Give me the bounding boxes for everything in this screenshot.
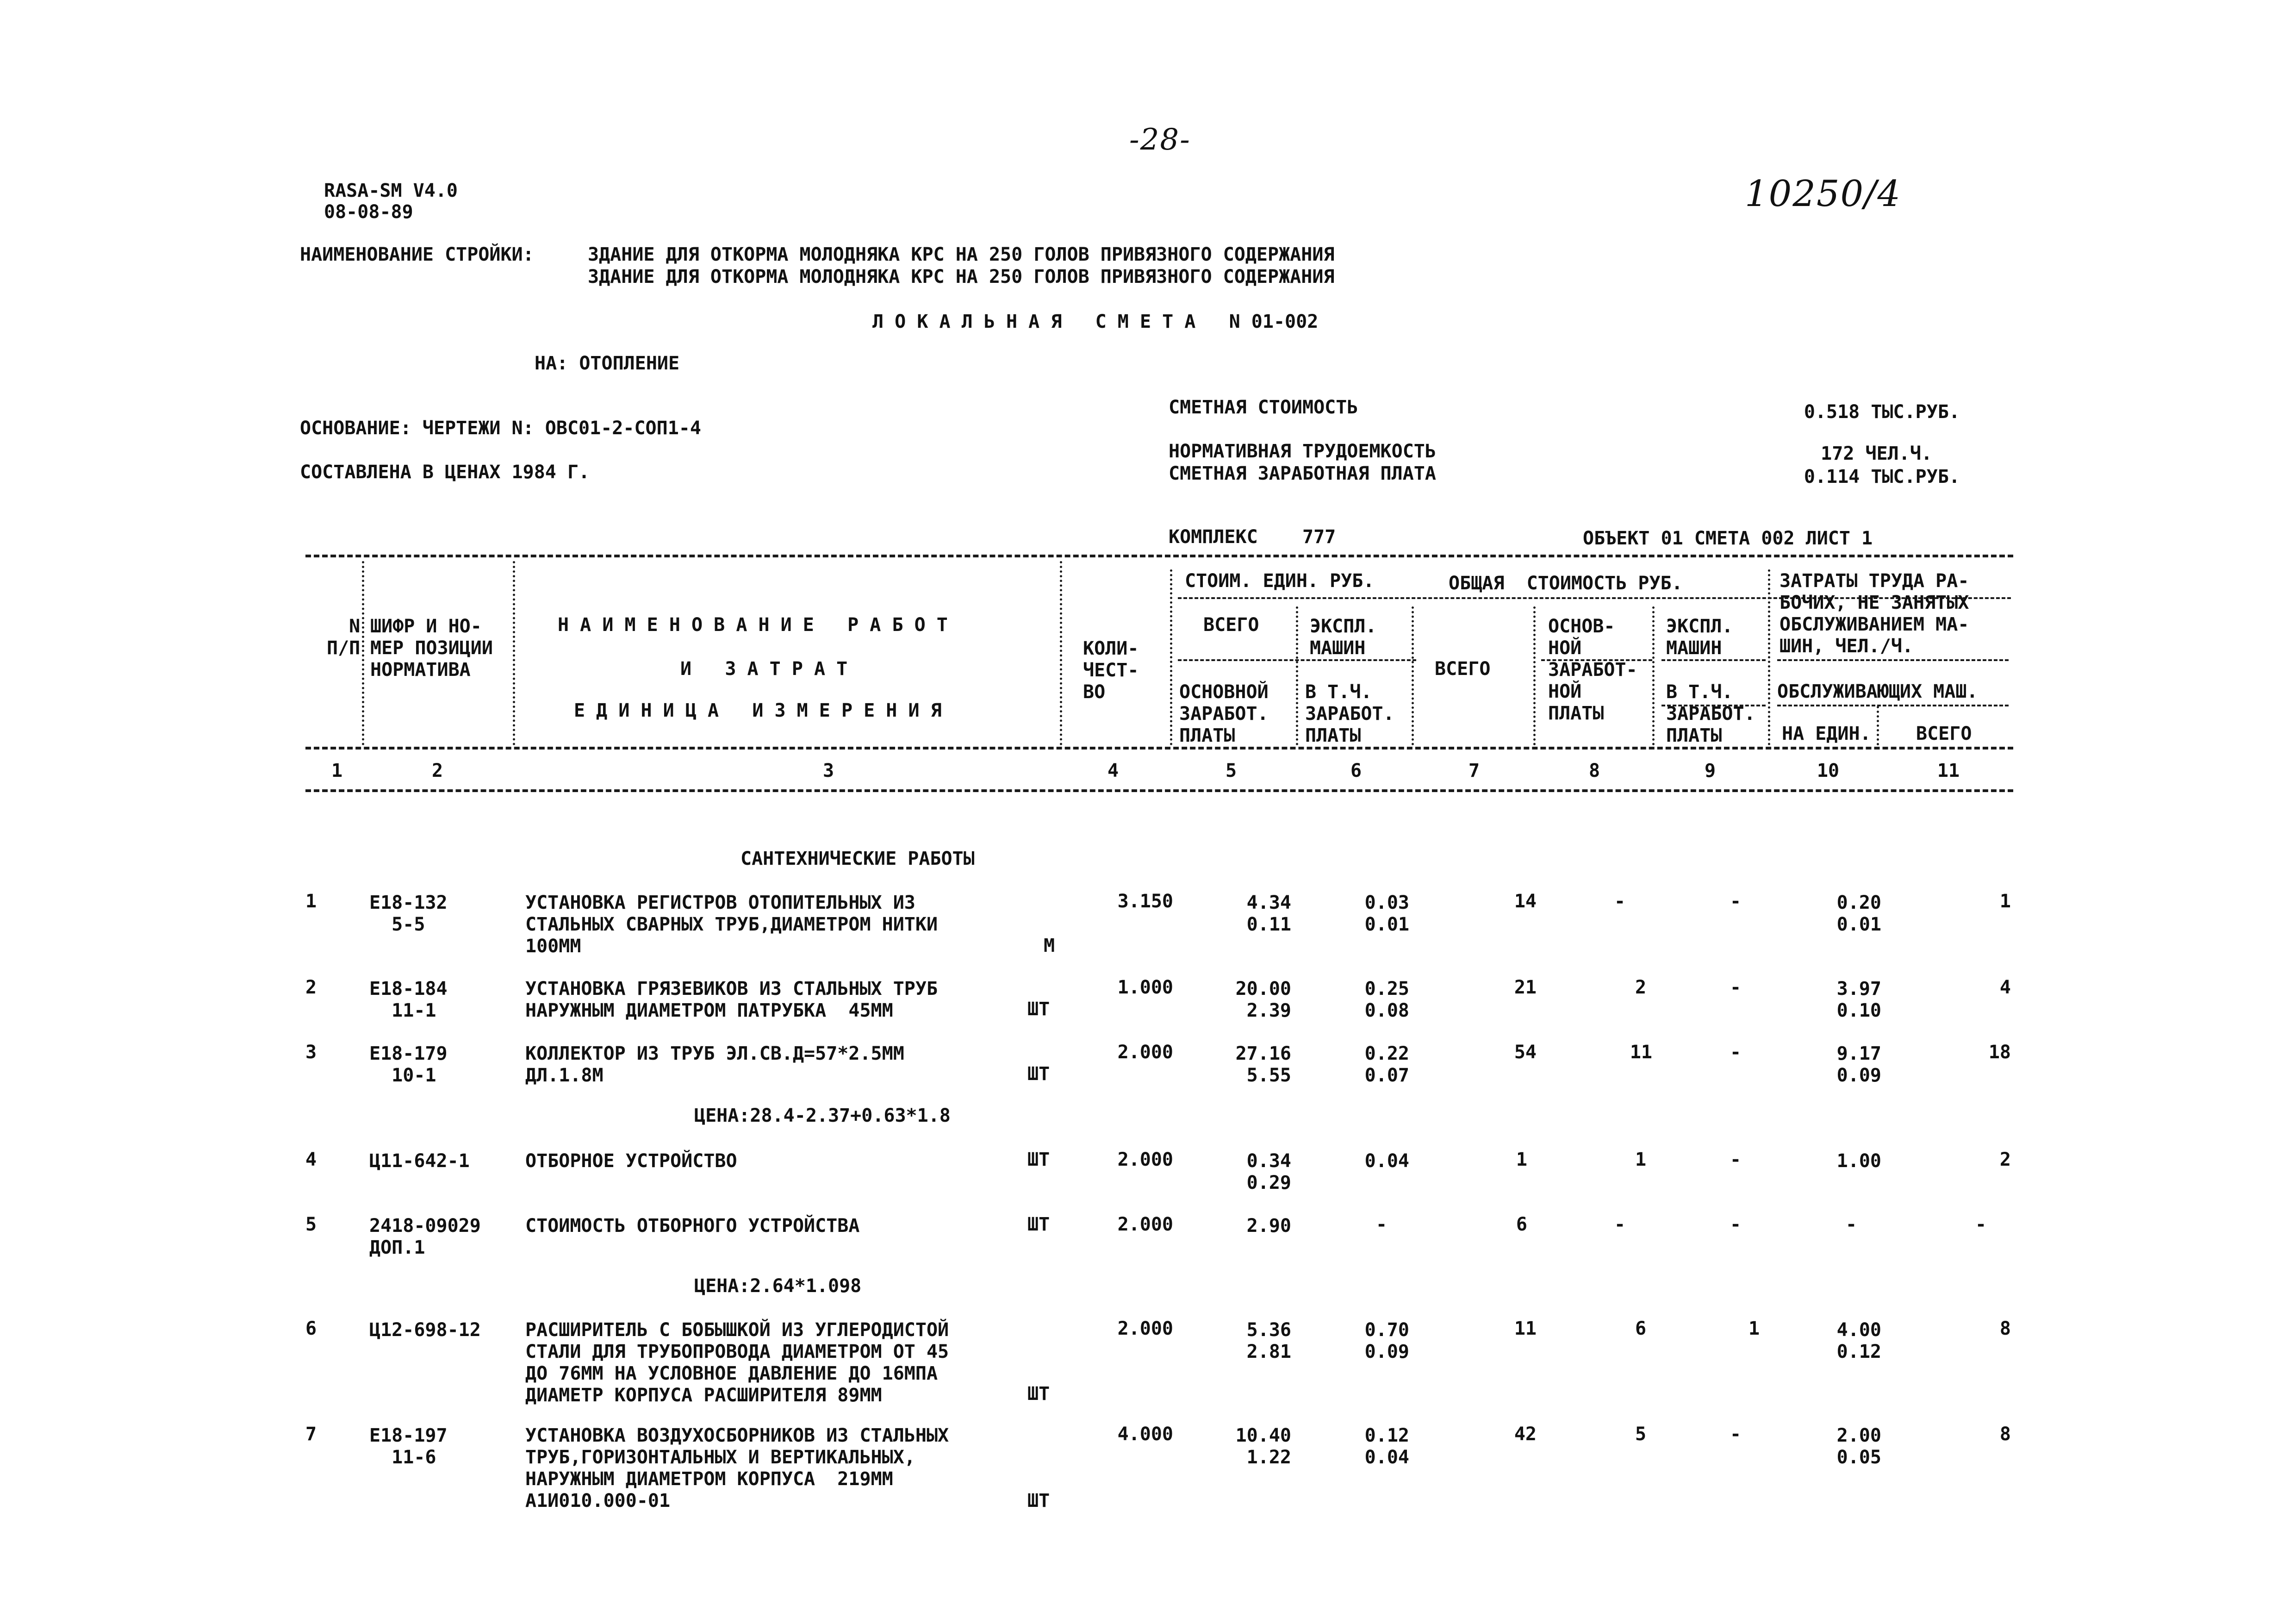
header-costs: И З А Т Р А Т: [680, 658, 848, 680]
row-labor-per-unit: 1.00: [1836, 1150, 1881, 1172]
row-total: 14: [1514, 891, 1537, 912]
row-unit-cost: 5.36 2.81: [1246, 1319, 1291, 1362]
row-unit-cost: 2.90: [1246, 1215, 1291, 1237]
row-work-name: РАСШИРИТЕЛЬ С БОБЫШКОЙ ИЗ УГЛЕРОДИСТОЙ СТАЛИ ДЛЯ ТРУБОПРОВОДА ДИАМЕТРОМ ОТ 45 ДО 76ММ НА УСЛОВНОЕ ДАВЛЕНИЕ ДО 16МПА ДИАМЕТР КОРПУСА РАСШИРИТЕЛЯ 89ММ: [525, 1319, 949, 1406]
col-number: 11: [1937, 760, 1960, 781]
row-number: 4: [305, 1149, 317, 1170]
header-unit-total: ВСЕГО: [1203, 614, 1259, 636]
row-labor-total: 4: [1999, 977, 2011, 998]
object-sheet: ОБЪЕКТ 01 СМЕТА 002 ЛИСТ 1: [1583, 528, 1873, 549]
row-number: 1: [305, 891, 317, 912]
row-labor-total: 8: [1999, 1318, 2011, 1339]
row-total-machines: -: [1730, 1424, 1742, 1445]
row-number: 7: [305, 1424, 317, 1445]
col-separator: [513, 561, 515, 745]
col-number: 7: [1468, 760, 1480, 781]
row-unit: ШТ: [1027, 999, 1050, 1020]
header-total-machine-wage: В Т.Ч. ЗАРАБОТ. ПЛАТЫ: [1666, 681, 1755, 746]
row-unit-machines: 0.22 0.07: [1364, 1043, 1409, 1086]
row-total-machines: -: [1730, 1042, 1742, 1063]
col-separator: [1412, 606, 1414, 745]
col-separator: [1170, 569, 1172, 745]
labor-label: НОРМАТИВНАЯ ТРУДОЕМКОСТЬ: [1169, 441, 1436, 462]
row-code: Ц11-642-1: [369, 1150, 470, 1172]
col-separator: [362, 561, 364, 745]
row-labor-total: 8: [1999, 1424, 2011, 1445]
header-total-base-wage: ОСНОВ- НОЙ ЗАРАБОТ- НОЙ ПЛАТЫ: [1548, 616, 1637, 724]
row-code: Е18-132 5-5: [369, 892, 448, 935]
row-code: Е18-184 11-1: [369, 978, 448, 1021]
row-total-machines: -: [1730, 1214, 1742, 1235]
wage-label: СМЕТНАЯ ЗАРАБОТНАЯ ПЛАТА: [1169, 463, 1436, 484]
row-code: Е18-197 11-6: [369, 1425, 448, 1468]
document-title: Л О К А Л Ь Н А Я С М Е Т А N 01-002: [872, 311, 1319, 332]
row-unit-cost: 27.16 5.55: [1235, 1043, 1291, 1086]
row-total: 11: [1514, 1318, 1537, 1339]
construction-name-2: ЗДАНИЕ ДЛЯ ОТКОРМА МОЛОДНЯКА КРС НА 250 ГОЛОВ ПРИВЯЗНОГО СОДЕРЖАНИЯ: [588, 266, 1335, 287]
row-total-machines: -: [1730, 1149, 1742, 1170]
row-total-wage: 6: [1635, 1318, 1647, 1339]
row-unit-cost: 20.00 2.39: [1235, 978, 1291, 1021]
row-unit: ШТ: [1027, 1383, 1050, 1405]
col-number: 1: [331, 760, 343, 781]
header-npp: N П/П: [327, 616, 361, 659]
header-subrule: [1777, 659, 2009, 661]
header-per-unit: НА ЕДИН.: [1782, 723, 1871, 744]
header-maint-workers: ОБСЛУЖИВАЮЩИХ МАШ.: [1777, 681, 1978, 702]
col-number: 6: [1350, 760, 1362, 781]
col-number: 5: [1225, 760, 1237, 781]
row-work-name: ОТБОРНОЕ УСТРОЙСТВО: [525, 1150, 737, 1172]
program-date: 08-08-89: [324, 201, 413, 223]
header-code: ШИФР И НО- МЕР ПОЗИЦИИ НОРМАТИВА: [370, 616, 493, 681]
row-total-wage: 11: [1630, 1042, 1652, 1063]
row-unit: ШТ: [1027, 1490, 1050, 1512]
col-number: 4: [1107, 760, 1119, 781]
construction-name-1: ЗДАНИЕ ДЛЯ ОТКОРМА МОЛОДНЯКА КРС НА 250 ГОЛОВ ПРИВЯЗНОГО СОДЕРЖАНИЯ: [588, 244, 1335, 265]
col-separator: [1768, 569, 1770, 745]
row-unit: ШТ: [1027, 1149, 1050, 1170]
table-rule-numbers-bottom: [305, 789, 2013, 792]
row-number: 6: [305, 1318, 317, 1339]
header-unit-machine-wage: В Т.Ч. ЗАРАБОТ. ПЛАТЫ: [1305, 681, 1394, 746]
row-labor-total: -: [1975, 1214, 1987, 1235]
cost-value: 0.518 ТЫС.РУБ.: [1804, 401, 1960, 423]
row-code: Е18-179 10-1: [369, 1043, 448, 1086]
row-total-machines: 1: [1748, 1318, 1760, 1339]
header-quantity: КОЛИ- ЧЕСТ- ВО: [1083, 638, 1139, 703]
row-quantity: 2.000: [1117, 1149, 1173, 1170]
row-work-name: СТОИМОСТЬ ОТБОРНОГО УСТРОЙСТВА: [525, 1215, 860, 1237]
row-total-wage: 5: [1635, 1424, 1647, 1445]
row-labor-per-unit: 0.20 0.01: [1836, 892, 1881, 935]
row-work-name: КОЛЛЕКТОР ИЗ ТРУБ ЭЛ.СВ.Д=57*2.5ММ ДЛ.1.8М: [525, 1043, 904, 1086]
header-subrule: [1777, 705, 2009, 706]
row-total-wage: 2: [1635, 977, 1647, 998]
table-rule-top: [305, 555, 2013, 557]
row-quantity: 4.000: [1117, 1424, 1173, 1445]
col-separator: [1060, 561, 1062, 745]
header-all: ВСЕГО: [1916, 723, 1972, 744]
row-total: 6: [1516, 1214, 1527, 1235]
row-price-note: ЦЕНА:28.4-2.37+0.63*1.8: [694, 1105, 951, 1126]
header-unit-base-wage: ОСНОВНОЙ ЗАРАБОТ. ПЛАТЫ: [1179, 681, 1269, 746]
header-total-cost-group: ОБЩАЯ СТОИМОСТЬ РУБ.: [1449, 573, 1683, 594]
row-number: 3: [305, 1042, 317, 1063]
row-unit-machines: 0.12 0.04: [1364, 1425, 1409, 1468]
row-labor-per-unit: 2.00 0.05: [1836, 1425, 1881, 1468]
row-total-machines: -: [1730, 891, 1742, 912]
col-number: 2: [431, 760, 443, 781]
row-labor-per-unit: -: [1845, 1214, 1857, 1235]
row-code: 2418-09029 ДОП.1: [369, 1215, 481, 1258]
row-unit-cost: 10.40 1.22: [1235, 1425, 1291, 1468]
row-number: 2: [305, 977, 317, 998]
price-level: СОСТАВЛЕНА В ЦЕНАХ 1984 Г.: [300, 462, 590, 483]
row-unit-machines: 0.04: [1364, 1150, 1409, 1172]
row-total-wage: -: [1614, 1214, 1626, 1235]
row-labor-per-unit: 9.17 0.09: [1836, 1043, 1881, 1086]
row-unit-machines: 0.70 0.09: [1364, 1319, 1409, 1362]
table-rule-header-bottom: [305, 747, 2013, 750]
row-work-name: УСТАНОВКА ГРЯЗЕВИКОВ ИЗ СТАЛЬНЫХ ТРУБ НАРУЖНЫМ ДИАМЕТРОМ ПАТРУБКА 45ММ: [525, 978, 938, 1021]
header-total: ВСЕГО: [1435, 658, 1491, 680]
wage-value: 0.114 ТЫС.РУБ.: [1804, 466, 1960, 487]
header-unit: Е Д И Н И Ц А И З М Е Р Е Н И Я: [574, 700, 942, 721]
col-separator: [1533, 606, 1536, 745]
row-labor-total: 2: [1999, 1149, 2011, 1170]
header-unit-machines: ЭКСПЛ. МАШИН: [1310, 616, 1377, 659]
row-unit-cost: 0.34 0.29: [1246, 1150, 1291, 1193]
section-title: САНТЕХНИЧЕСКИЕ РАБОТЫ: [740, 848, 975, 869]
col-separator: [1877, 706, 1879, 745]
header-labor-group: ЗАТРАТЫ ТРУДА РА- БОЧИХ, НЕ ЗАНЯТЫХ ОБСЛУЖИВАНИЕМ МА- ШИН, ЧЕЛ./Ч.: [1780, 570, 1969, 657]
row-unit: ШТ: [1027, 1214, 1050, 1235]
col-number: 8: [1588, 760, 1600, 781]
construction-label: НАИМЕНОВАНИЕ СТРОЙКИ:: [300, 244, 534, 265]
header-work-name: Н А И М Е Н О В А Н И Е Р А Б О Т: [558, 614, 948, 636]
col-separator: [1652, 606, 1655, 745]
row-unit-machines: 0.25 0.08: [1364, 978, 1409, 1021]
row-number: 5: [305, 1214, 317, 1235]
row-total-machines: -: [1730, 977, 1742, 998]
row-work-name: УСТАНОВКА РЕГИСТРОВ ОТОПИТЕЛЬНЫХ ИЗ СТАЛЬНЫХ СВАРНЫХ ТРУБ,ДИАМЕТРОМ НИТКИ 100ММ: [525, 892, 938, 957]
complex-number: КОМПЛЕКС 777: [1169, 526, 1336, 548]
row-labor-per-unit: 4.00 0.12: [1836, 1319, 1881, 1362]
col-number: 9: [1704, 760, 1716, 781]
row-unit: М: [1044, 935, 1055, 956]
header-total-machines: ЭКСПЛ. МАШИН: [1666, 616, 1733, 659]
col-number: 10: [1817, 760, 1840, 781]
row-total: 1: [1516, 1149, 1527, 1170]
col-number: 3: [822, 760, 834, 781]
row-total-wage: 1: [1635, 1149, 1647, 1170]
row-quantity: 2.000: [1117, 1214, 1173, 1235]
row-price-note: ЦЕНА:2.64*1.098: [694, 1275, 862, 1297]
row-quantity: 2.000: [1117, 1042, 1173, 1063]
header-unit-cost-group: СТОИМ. ЕДИН. РУБ.: [1185, 570, 1375, 592]
cost-label: СМЕТНАЯ СТОИМОСТЬ: [1169, 397, 1358, 418]
basis: ОСНОВАНИЕ: ЧЕРТЕЖИ N: ОВС01-2-СОП1-4: [300, 418, 701, 439]
row-quantity: 3.150: [1117, 891, 1173, 912]
header-subrule: [1661, 659, 1766, 661]
row-work-name: УСТАНОВКА ВОЗДУХОСБОРНИКОВ ИЗ СТАЛЬНЫХ ТРУБ,ГОРИЗОНТАЛЬНЫХ И ВЕРТИКАЛЬНЫХ, НАРУЖНЫМ ДИАМЕТРОМ КОРПУСА 219ММ А1И010.000-01: [525, 1425, 949, 1512]
row-unit: ШТ: [1027, 1063, 1050, 1085]
row-unit-machines: -: [1375, 1214, 1388, 1235]
row-total: 21: [1514, 977, 1537, 998]
row-total: 54: [1514, 1042, 1537, 1063]
row-labor-total: 1: [1999, 891, 2011, 912]
row-labor-total: 18: [1988, 1042, 2011, 1063]
row-quantity: 1.000: [1117, 977, 1173, 998]
row-code: Ц12-698-12: [369, 1319, 481, 1341]
row-unit-machines: 0.03 0.01: [1364, 892, 1409, 935]
row-quantity: 2.000: [1117, 1318, 1173, 1339]
program-name: RASA-SM V4.0: [324, 180, 458, 201]
header-subrule: [1178, 659, 1416, 661]
row-total: 42: [1514, 1424, 1537, 1445]
col-separator: [1296, 606, 1298, 745]
document-reference: 10250/4: [1745, 173, 1902, 215]
row-unit-cost: 4.34 0.11: [1246, 892, 1291, 935]
estimate-subject: НА: ОТОПЛЕНИЕ: [535, 353, 680, 374]
row-total-wage: -: [1614, 891, 1626, 912]
row-labor-per-unit: 3.97 0.10: [1836, 978, 1881, 1021]
labor-value: 172 ЧЕЛ.Ч.: [1821, 443, 1932, 464]
page-number: -28-: [1129, 123, 1191, 157]
